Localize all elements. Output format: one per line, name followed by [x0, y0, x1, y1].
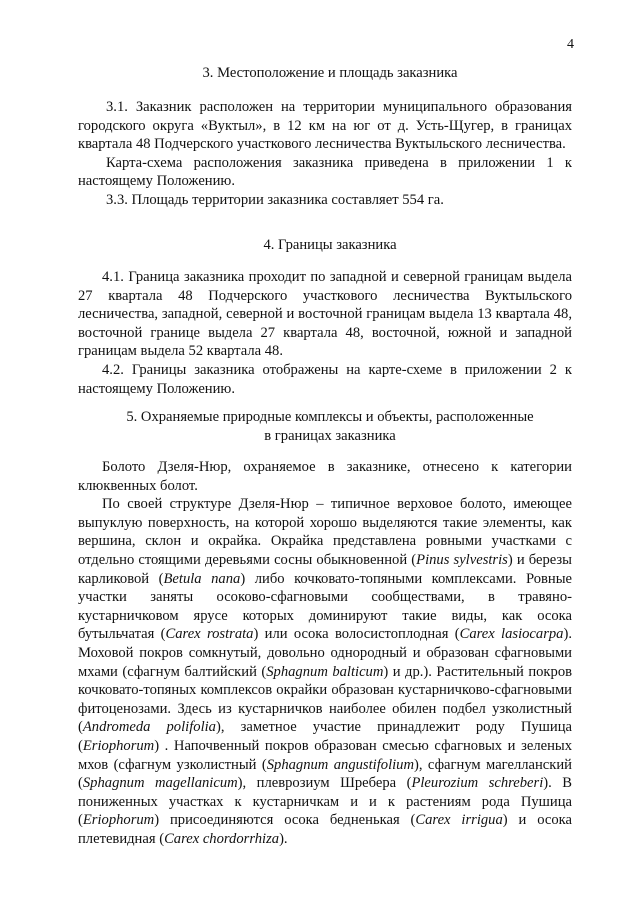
text-segment: ), заметное участие принадлежит роду Пушица (: [78, 719, 572, 754]
section-4-paragraph-2: 4.2. Границы заказника отображены на карте-схеме в приложении 2 к настоящему Положению.: [78, 361, 572, 397]
section-3-heading: 3. Местоположение и площадь заказника: [202, 65, 458, 81]
text-segment: ), сфагнум магелланский (: [78, 756, 572, 792]
text-segment: ). В пониженных участках к кустарничкам и и к растениям рода Пушица (: [78, 775, 572, 829]
text-segment: ) и осока плетевидная (: [78, 812, 573, 847]
text-segment: ) присоединяются осока бедненькая (: [154, 812, 416, 829]
section-3-body: [78, 98, 572, 210]
latin-species-name: Sphagnum angustifolium: [266, 756, 415, 773]
section-3-paragraph-1: 3.1. Заказник расположен на территории муниципального образования городского округа «Вуктыл», в 12 км на юг от д. Усть-Щугер, в границах квартала 48 Подчерского участкового лесничества Вуктыльского лесничества.: [78, 99, 572, 153]
section-3-paragraph-2: Карта-схема расположения заказника приведена в приложении 1 к настоящему Положению.: [78, 154, 572, 190]
section-4-heading: 4. Границы заказника: [263, 237, 397, 253]
latin-species-name: Sphagnum balticum: [266, 663, 384, 680]
section-5-heading-line-2: в границах заказника: [264, 427, 396, 444]
section-4-body: [78, 268, 572, 398]
text-segment: ) либо кочковато-топяными комплексами. Ровные участки заняты осоково-сфагновыми сообществами, в травяно-кустарничковом ярусе которых доминируют такие виды, как осока бутыльчатая (: [78, 570, 572, 643]
text-segment: ) или осока волосистоплодная (: [253, 626, 460, 643]
latin-species-name: Andromeda polifolia: [82, 719, 216, 736]
text-segment: ). Моховой покров сомкнутый, довольно однородный и образован сфагновыми мхами (сфагнум балтийский (: [78, 626, 572, 680]
section-5-heading: [60, 408, 600, 445]
latin-species-name: Carex irrigua: [415, 812, 503, 829]
text-segment: По своей структуре Дзеля-Нюр – типичное верховое болото, имеющее выпуклую поверхность, на которой хорошо выделяются такие элементы, как вершина, склон и окрайка. Окрайка представлена ровными участками с отдельно стоящими деревьями сосны обыкновенной (: [78, 496, 572, 568]
section-3-paragraph-3: 3.3. Площадь территории заказника составляет 554 га.: [106, 191, 444, 208]
page-number: 4: [567, 37, 574, 52]
section-4-paragraph-1: 4.1. Граница заказника проходит по западной и северной границам выдела 27 квартала 48 Подчерского участкового лесничества Вуктыльского лесничества, западной, северной и восточной границам выдела 13 квартала 48, восточной границе выдела 27 квартала 48, восточной, южной и западной границам выдела 52 квартала 48.: [78, 269, 572, 360]
text-segment: ).: [279, 830, 288, 847]
latin-species-name: Eriophorum: [82, 737, 155, 754]
text-segment: ) и березы карликовой (: [78, 551, 572, 587]
section-5-paragraph-2: [78, 495, 572, 848]
latin-species-name: Carex chordorrhiza: [164, 830, 280, 847]
latin-species-name: Betula nana: [163, 570, 241, 587]
text-segment: ) . Напочвенный покров образован смесью сфагновых и зеленых мхов (сфагнум узколистный (: [78, 737, 572, 773]
latin-species-name: Sphagnum magellanicum: [82, 775, 238, 792]
section-5-body: [78, 458, 572, 848]
latin-species-name: Pinus sylvestris: [416, 551, 508, 568]
section-5-heading-line-1: 5. Охраняемые природные комплексы и объекты, расположенные: [126, 409, 534, 425]
latin-species-name: Carex rostrata: [165, 626, 254, 643]
latin-species-name: Pleurozium schreberi: [411, 775, 544, 792]
latin-species-name: Carex lasiocarpa: [459, 626, 564, 643]
text-segment: ), плеврозиум Шребера (: [237, 775, 412, 792]
latin-species-name: Eriophorum: [82, 812, 155, 829]
text-segment: ) и др.). Растительный покров кочковато-топяных комплексов окрайки образован кустарничково-сфагновыми фитоценозами. Здесь из кустарничков наиболее обилен подбел узколистный (: [78, 663, 573, 736]
section-5-paragraph-1: Болото Дзеля-Нюр, охраняемое в заказнике, отнесено к категории клюквенных болот.: [78, 459, 572, 494]
